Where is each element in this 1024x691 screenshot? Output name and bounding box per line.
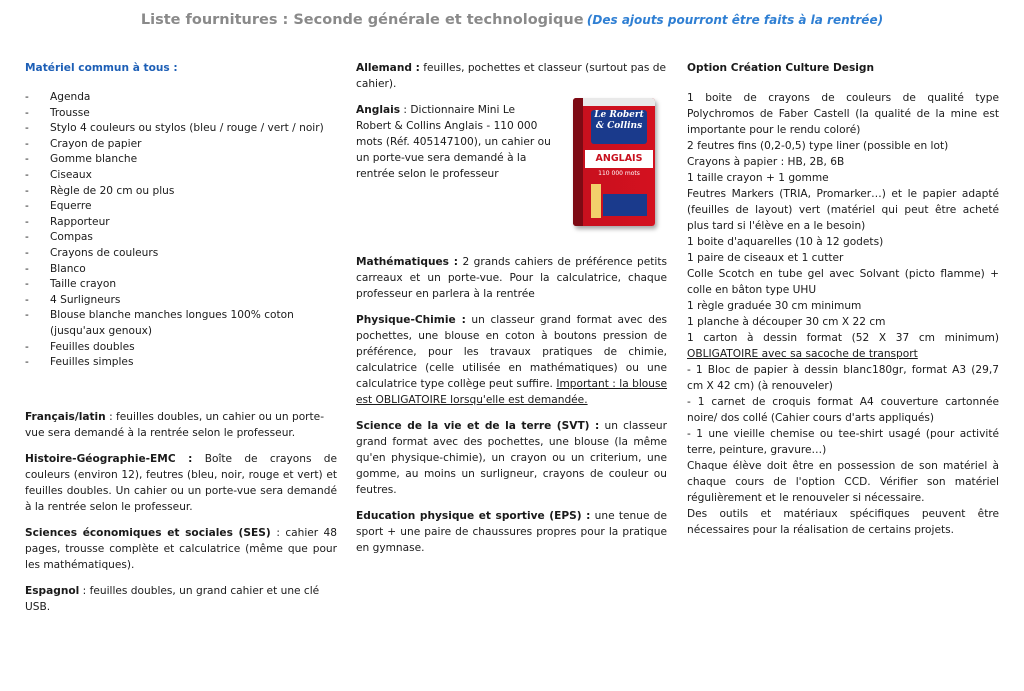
section-francais: [25, 409, 337, 441]
section-label: Science de la vie et de la terre (SVT) :: [356, 420, 600, 432]
column-common-material: [25, 60, 337, 625]
section-maths: [356, 254, 667, 302]
section-text: une tenue de sport + une paire de chaussures propres pour la pratique en gymnase.: [356, 510, 667, 554]
section-allemand: [356, 60, 667, 92]
section-text: Boîte de crayons de couleurs (environ 12), feutres (bleu, noir, rouge et vert) et feuilles doubles. Un cahier ou un porte-vue sera demandé à la rentrée selon le professeur.: [25, 452, 337, 513]
list-item: - 4 Surligneurs: [25, 293, 337, 309]
option-item: 1 taille crayon + 1 gomme: [687, 172, 829, 184]
list-item: - Stylo 4 couleurs ou stylos (bleu / rouge / vert / noir): [25, 121, 337, 137]
section-text: : feuilles doubles, un cahier ou un porte-vue sera demandé à la rentrée selon le professeur.: [25, 410, 325, 439]
section-label: Histoire-Géographie-EMC :: [25, 452, 193, 465]
big-ben-icon: [591, 184, 601, 218]
list-item: - Ciseaux: [25, 168, 337, 184]
column-languages-sciences: [356, 60, 667, 566]
section-text: un classeur grand format avec des pochettes, une blouse en coton à boutons pression de préférence, pour les travaux pratiques de chimie, calculatrice (celle utilisée en mathématiques) ou une calculatrice type collège peut suffire.: [356, 314, 667, 390]
section-label: Mathématiques :: [356, 256, 459, 268]
list-item: - Taille crayon: [25, 277, 337, 293]
section-ses: [25, 525, 337, 573]
option-item: - 1 une vieille chemise ou tee-shirt usagé (pour activité terre, peinture, gravure…): [687, 428, 999, 456]
dictionary-spine: [573, 98, 583, 226]
option-heading: Option Création Culture Design: [687, 62, 875, 74]
section-label: Allemand :: [356, 62, 420, 74]
mandatory-note: OBLIGATOIRE avec sa sacoche de transport: [687, 348, 918, 360]
section-label: Physique-Chimie :: [356, 314, 466, 326]
section-text: : cahier 48 pages, trousse complète et calculatrice (même que pour les mathématiques).: [25, 526, 337, 571]
important-note: Important : la blouse est OBLIGATOIRE lorsqu'elle est demandée.: [356, 378, 668, 406]
dictionary-brand-1: Le Robert: [594, 110, 644, 120]
page-title: Liste fournitures : Seconde générale et technologique: [140, 12, 584, 28]
section-text: un classeur grand format avec des pochettes, une blouse (la même qu'en physique-chimie), un crayon ou un criterium, une gomme, au moins un surligneur, crayons de couleur ou feutres.: [356, 420, 667, 496]
list-item: - Equerre: [25, 199, 337, 215]
section-label: Anglais: [356, 104, 401, 116]
common-material-heading: Matériel commun à tous :: [25, 62, 178, 74]
page-header: [0, 12, 1024, 29]
section-espagnol: [25, 583, 337, 615]
list-item: - Règle de 20 cm ou plus: [25, 184, 337, 200]
option-item: 1 règle graduée 30 cm minimum: [687, 300, 862, 312]
option-item: 1 planche à découper 30 cm X 22 cm: [687, 316, 886, 328]
list-item: - Feuilles simples: [25, 355, 337, 371]
dictionary-logo: [591, 110, 647, 144]
page-subtitle: (Des ajouts pourront être faits à la rentrée): [586, 13, 884, 27]
option-item: 1 paire de ciseaux et 1 cutter: [687, 252, 844, 264]
option-item: - 1 Bloc de papier à dessin blanc180gr, format A3 (29,7 cm X 42 cm) (à renouveler): [687, 364, 999, 392]
dictionary-count: 110 000 mots: [598, 170, 640, 177]
option-item: - 1 carnet de croquis format A4 couverture cartonnée noire/ dos collé (Cahier cours d'arts appliqués): [687, 396, 999, 424]
common-material-list: [25, 90, 337, 371]
list-item: - Rapporteur: [25, 215, 337, 231]
list-item: - Trousse: [25, 106, 337, 122]
column-option-ccd: [687, 60, 999, 538]
option-item: Colle Scotch en tube gel avec Solvant (picto flamme) + colle en bâton type UHU: [687, 268, 999, 296]
list-item: - Blouse blanche manches longues 100% coton (jusqu'aux genoux): [25, 308, 337, 339]
dictionary-image: [573, 98, 655, 226]
section-label: Espagnol: [25, 584, 80, 597]
section-text: feuilles, pochettes et classeur (surtout pas de cahier).: [356, 62, 667, 90]
list-item: - Compas: [25, 230, 337, 246]
list-item: - Crayon de papier: [25, 137, 337, 153]
list-item: - Feuilles doubles: [25, 340, 337, 356]
section-histoire: [25, 451, 337, 515]
section-svt: [356, 418, 667, 498]
list-item: - Crayons de couleurs: [25, 246, 337, 262]
list-item: - Gomme blanche: [25, 152, 337, 168]
option-item: Chaque élève doit être en possession de son matériel à chaque cours de l'option CCD. Vérifier son matériel régulièrement et le renouveler si nécessaire.: [687, 460, 999, 504]
dictionary-brand-2: & Collins: [595, 121, 643, 131]
section-physique: [356, 312, 667, 408]
flag-icon: [603, 194, 647, 216]
dictionary-pages: [583, 98, 655, 106]
section-text: : Dictionnaire Mini Le Robert & Collins Anglais - 110 000 mots (Réf. 405147100), un cahier ou un porte-vue sera demandé à la rentrée selon le professeur: [356, 104, 551, 180]
dictionary-language: ANGLAIS: [585, 150, 653, 168]
option-item: Crayons à papier : HB, 2B, 6B: [687, 156, 845, 168]
option-item: 1 boite d'aquarelles (10 à 12 godets): [687, 236, 884, 248]
section-label: Français/latin: [25, 410, 106, 423]
option-item: 2 feutres fins (0,2-0,5) type liner (possible en lot): [687, 140, 949, 152]
section-text: 2 grands cahiers de préférence petits carreaux et un porte-vue. Pour la calculatrice, chaque professeur en parlera à la rentrée: [356, 256, 668, 300]
section-eps: [356, 508, 667, 556]
option-item: 1 boite de crayons de couleurs de qualité type Polychromos de Faber Castell (la qualité de la mine est importante pour le rendu coloré): [687, 92, 999, 136]
option-item-carton: [687, 330, 999, 362]
section-label: Sciences économiques et sociales (SES): [25, 526, 277, 539]
section-anglais: [356, 102, 667, 254]
section-label: Education physique et sportive (EPS) :: [356, 510, 591, 522]
option-item: Feutres Markers (TRIA, Promarker…) et le papier adapté (feuilles de layout) vert (matériel qui peut être acheté plus tard si l'élève en a le besoin): [687, 188, 999, 232]
list-item: - Blanco: [25, 262, 337, 278]
option-item-text: 1 carton à dessin format (52 X 37 cm minimum): [687, 332, 999, 344]
option-item: Des outils et matériaux spécifiques peuvent être nécessaires pour la réalisation de certains projets.: [687, 508, 999, 536]
anglais-text: [356, 102, 553, 182]
section-text: : feuilles doubles, un grand cahier et une clé USB.: [25, 584, 320, 613]
list-item: - Agenda: [25, 90, 337, 106]
